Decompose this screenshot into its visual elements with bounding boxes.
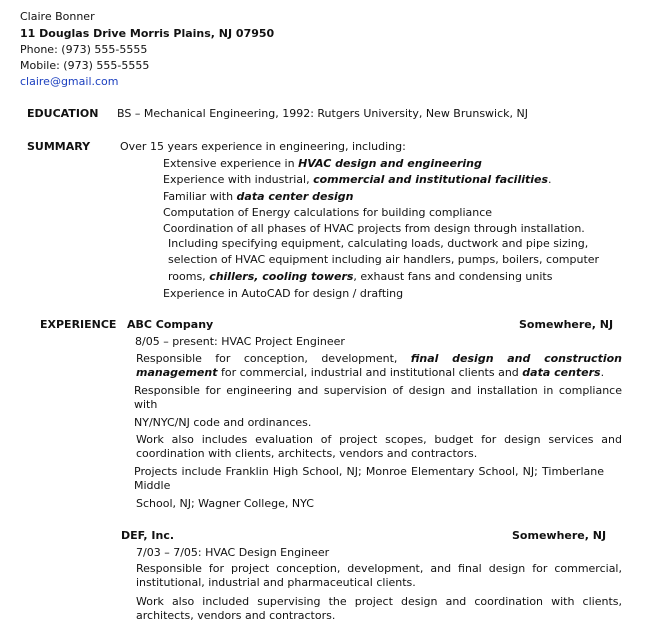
job-duty: Responsible for conception, development, final design and construction management for commercial, industrial and institutional clients and data centers. bbox=[136, 352, 622, 379]
summary-item: Experience with industrial, commercial and institutional facilities. bbox=[163, 173, 552, 186]
job-location: Somewhere, NJ bbox=[519, 318, 614, 331]
summary-heading: SUMMARY bbox=[27, 140, 91, 153]
job-duty: Work also included supervising the project design and coordination with clients, architects, vendors and contractors. bbox=[136, 595, 622, 622]
summary-item: Computation of Energy calculations for building compliance bbox=[163, 206, 493, 219]
job-duty: NY/NYC/NJ code and ordinances. bbox=[134, 416, 312, 429]
experience-heading: EXPERIENCE bbox=[40, 318, 117, 331]
job-duty: Work also includes evaluation of project scopes, budget for design services and coordination with clients, architects, vendors and contractors. bbox=[136, 433, 622, 460]
job-location: Somewhere, NJ bbox=[512, 529, 607, 542]
job-duty: School, NJ; Wagner College, NYC bbox=[136, 497, 314, 510]
job-company: ABC Company bbox=[127, 318, 214, 331]
job-company: DEF, Inc. bbox=[121, 529, 175, 542]
job-duty: Responsible for engineering and supervision of design and installation in compliance with bbox=[134, 384, 622, 411]
contact-email-link[interactable]: claire@gmail.com bbox=[20, 75, 119, 88]
summary-item: Extensive experience in HVAC design and engineering bbox=[163, 157, 482, 170]
contact-address: 11 Douglas Drive Morris Plains, NJ 07950 bbox=[20, 27, 275, 40]
job-title: 7/03 – 7/05: HVAC Design Engineer bbox=[136, 546, 330, 559]
job-duty: Responsible for project conception, development, and final design for commercial, institutional, industrial and pharmaceutical clients. bbox=[136, 562, 622, 589]
summary-item: Including specifying equipment, calculating loads, ductwork and pipe sizing, bbox=[168, 237, 589, 250]
education-heading: EDUCATION bbox=[27, 107, 99, 120]
summary-item: selection of HVAC equipment including air handlers, pumps, boilers, computer bbox=[168, 253, 600, 266]
contact-mobile: Mobile: (973) 555-5555 bbox=[20, 59, 150, 72]
summary-item: rooms, chillers, cooling towers, exhaust fans and condensing units bbox=[168, 270, 553, 283]
job-duty: Projects include Franklin High School, NJ; Monroe Elementary School, NJ; Timberlane Middle bbox=[134, 465, 604, 492]
contact-phone: Phone: (973) 555-5555 bbox=[20, 43, 148, 56]
summary-item: Familiar with data center design bbox=[163, 190, 354, 203]
summary-intro: Over 15 years experience in engineering, including: bbox=[120, 140, 406, 153]
education-text: BS – Mechanical Engineering, 1992: Rutgers University, New Brunswick, NJ bbox=[117, 107, 528, 120]
summary-item: Experience in AutoCAD for design / drafting bbox=[163, 287, 404, 300]
contact-name: Claire Bonner bbox=[20, 10, 95, 23]
summary-item: Coordination of all phases of HVAC projects from design through installation. bbox=[163, 222, 585, 235]
job-title: 8/05 – present: HVAC Project Engineer bbox=[135, 335, 345, 348]
